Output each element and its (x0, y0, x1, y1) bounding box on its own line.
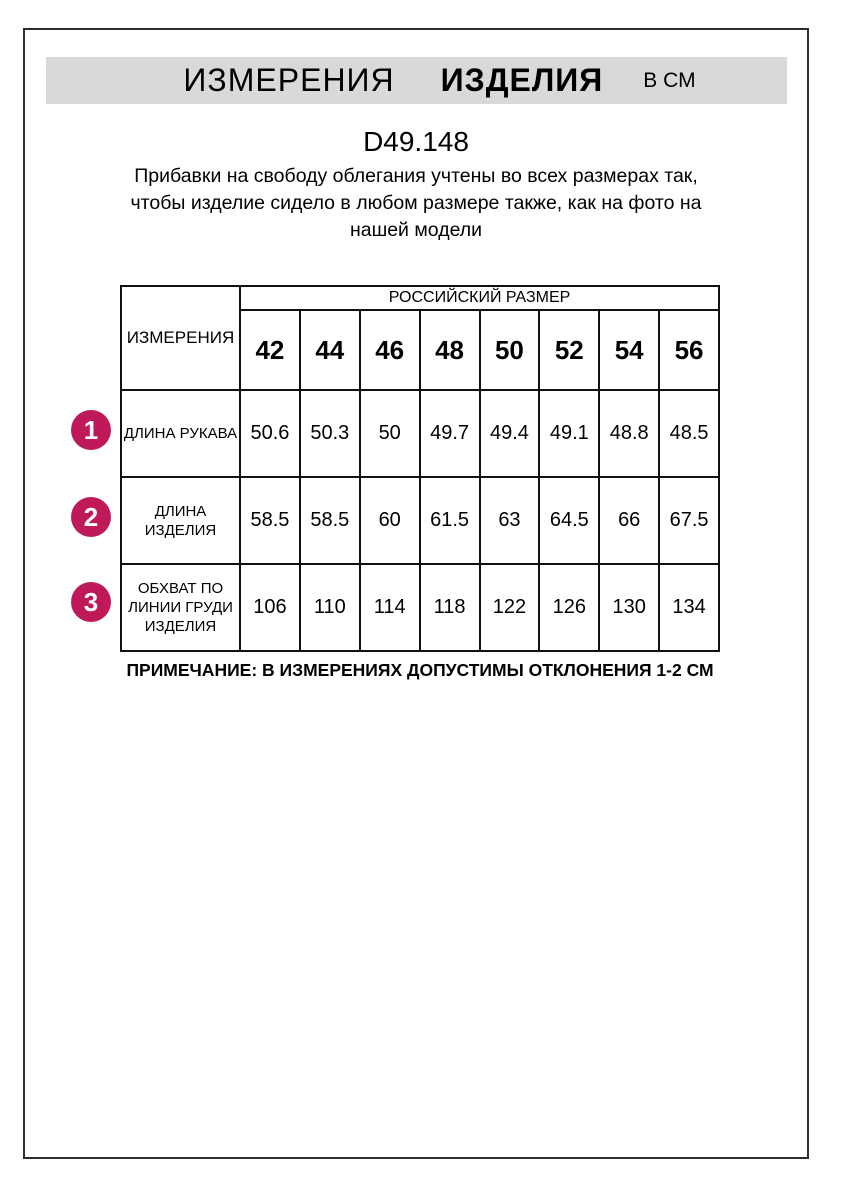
size-column-header: 42 (240, 310, 300, 390)
measurement-cell: 49.1 (539, 390, 599, 477)
product-code: D49.148 (363, 126, 469, 157)
size-column-header: 54 (599, 310, 659, 390)
measurement-cell: 134 (659, 564, 719, 651)
page-frame (23, 28, 809, 1159)
row-number-badge-1: 1 (71, 410, 111, 450)
size-column-header: 46 (360, 310, 420, 390)
table-row-sleeve-length (121, 390, 719, 477)
measurement-cell: 64.5 (539, 477, 599, 564)
title-units: В СМ (643, 68, 696, 92)
measurement-cell: 58.5 (240, 477, 300, 564)
fit-description: Прибавки на свободу облегания учтены во всех размерах так, чтобы изделие сидело в любом размере также, как на фото на нашей модели (130, 165, 702, 241)
table-row-garment-length (121, 477, 719, 564)
size-column-header: 44 (300, 310, 360, 390)
measurement-cell: 49.4 (480, 390, 540, 477)
measurement-cell: 122 (480, 564, 540, 651)
table-corner-label: ИЗМЕРЕНИЯ (121, 286, 240, 390)
measurement-cell: 106 (240, 564, 300, 651)
row-number-badge-2: 2 (71, 497, 111, 537)
measurement-cell: 61.5 (420, 477, 480, 564)
table-row-chest-girth (121, 564, 719, 651)
russian-size-header: РОССИЙСКИЙ РАЗМЕР (240, 286, 719, 310)
measurement-cell: 110 (300, 564, 360, 651)
title-bar (46, 57, 787, 104)
title-measurements: ИЗМЕРЕНИЯ (183, 62, 395, 98)
row-number-badge-3: 3 (71, 582, 111, 622)
measurement-cell: 67.5 (659, 477, 719, 564)
measurement-cell: 58.5 (300, 477, 360, 564)
size-column-header: 52 (539, 310, 599, 390)
group-header-row (121, 286, 719, 310)
title-garment: ИЗДЕЛИЯ (440, 62, 604, 98)
size-table (120, 285, 720, 652)
measurement-cell: 66 (599, 477, 659, 564)
measurement-cell: 50.6 (240, 390, 300, 477)
measurement-cell: 114 (360, 564, 420, 651)
measurement-cell: 49.7 (420, 390, 480, 477)
measurement-cell: 50.3 (300, 390, 360, 477)
size-column-header: 56 (659, 310, 719, 390)
row-label: ДЛИНА РУКАВА (121, 390, 240, 477)
measurement-cell: 50 (360, 390, 420, 477)
measurement-cell: 118 (420, 564, 480, 651)
row-label: ДЛИНА ИЗДЕЛИЯ (121, 477, 240, 564)
row-label: ОБХВАТ ПО ЛИНИИ ГРУДИ ИЗДЕЛИЯ (121, 564, 240, 651)
size-column-header: 50 (480, 310, 540, 390)
tolerance-note: ПРИМЕЧАНИЕ: В ИЗМЕРЕНИЯХ ДОПУСТИМЫ ОТКЛОНЕНИЯ 1-2 СМ (126, 660, 714, 680)
measurement-cell: 126 (539, 564, 599, 651)
size-column-header: 48 (420, 310, 480, 390)
measurement-cell: 130 (599, 564, 659, 651)
measurement-cell: 48.5 (659, 390, 719, 477)
measurement-cell: 63 (480, 477, 540, 564)
measurement-cell: 48.8 (599, 390, 659, 477)
measurement-cell: 60 (360, 477, 420, 564)
